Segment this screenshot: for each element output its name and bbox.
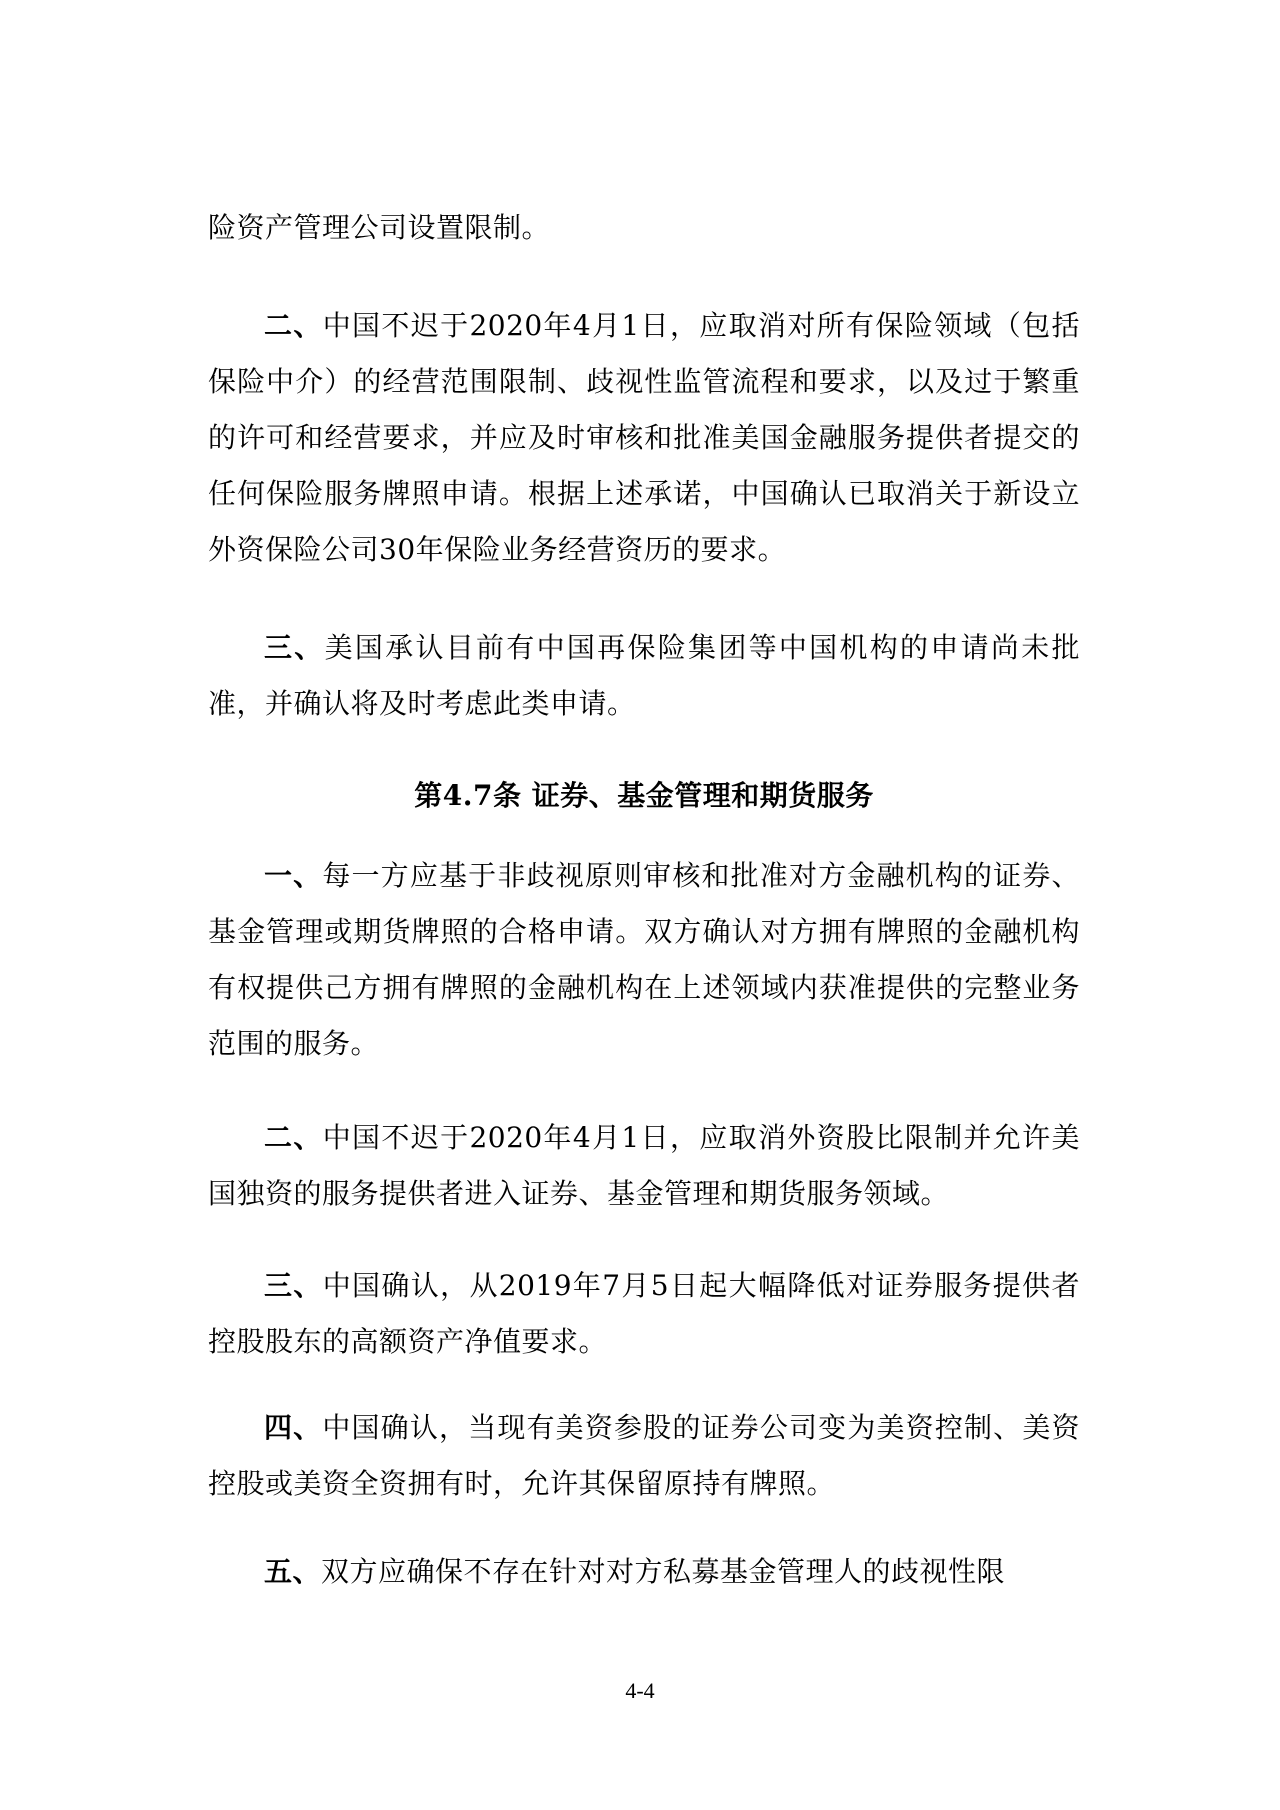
section-heading: 第4.7条 证券、基金管理和期货服务 [414,779,874,812]
paragraph-text: 中国不迟于2020年4月1日，应取消对所有保险领域（包括保险中介）的经营范围限制、歧视性监管流程和要求，以及过于繁重的许可和经营要求，并应及时审核和批准美国金融服务提供者提交的任何保险服务牌照申请。根据上述承诺，中国确认已取消关于新设立外资保险公司30年保险业务经营资历的要求。 [208,309,1080,566]
paragraph-number: 三、 [264,631,325,664]
paragraph-text: 每一方应基于非歧视原则审核和批准对方金融机构的证券、基金管理或期货牌照的合格申请。双方确认对方拥有牌照的金融机构有权提供己方拥有牌照的金融机构在上述领域内获准提供的完整业务范围的服务。 [208,859,1080,1060]
paragraph-number: 四、 [264,1411,323,1444]
paragraph-text: 中国确认，从2019年7月5日起大幅降低对证券服务提供者控股股东的高额资产净值要求。 [208,1269,1080,1358]
paragraph-securities-2 [208,1110,1080,1222]
paragraph-number: 二、 [264,1121,323,1154]
paragraph-securities-3 [208,1258,1080,1370]
paragraph-securities-5 [208,1544,1080,1600]
paragraph-number: 五、 [264,1555,322,1588]
paragraph-number: 二、 [264,309,323,342]
paragraph-text: 中国不迟于2020年4月1日，应取消外资股比限制并允许美国独资的服务提供者进入证券、基金管理和期货服务领域。 [208,1121,1080,1210]
page-number: 4-4 [625,1678,655,1703]
paragraph-securities-4 [208,1400,1080,1512]
paragraph-securities-1 [208,848,1080,1072]
paragraph-number: 一、 [264,859,323,892]
paragraph-text: 美国承认目前有中国再保险集团等中国机构的申请尚未批准，并确认将及时考虑此类申请。 [208,631,1080,720]
paragraph-insurance-3 [208,620,1080,732]
paragraph-text: 险资产管理公司设置限制。 [208,211,551,244]
paragraph-number: 三、 [264,1269,323,1302]
paragraph-text: 中国确认，当现有美资参股的证券公司变为美资控制、美资控股或美资全资拥有时，允许其保留原持有牌照。 [208,1411,1080,1500]
paragraph-text: 双方应确保不存在针对对方私募基金管理人的歧视性限 [321,1555,1006,1588]
paragraph-insurance-2 [208,298,1080,578]
paragraph-continuation [208,200,1080,256]
